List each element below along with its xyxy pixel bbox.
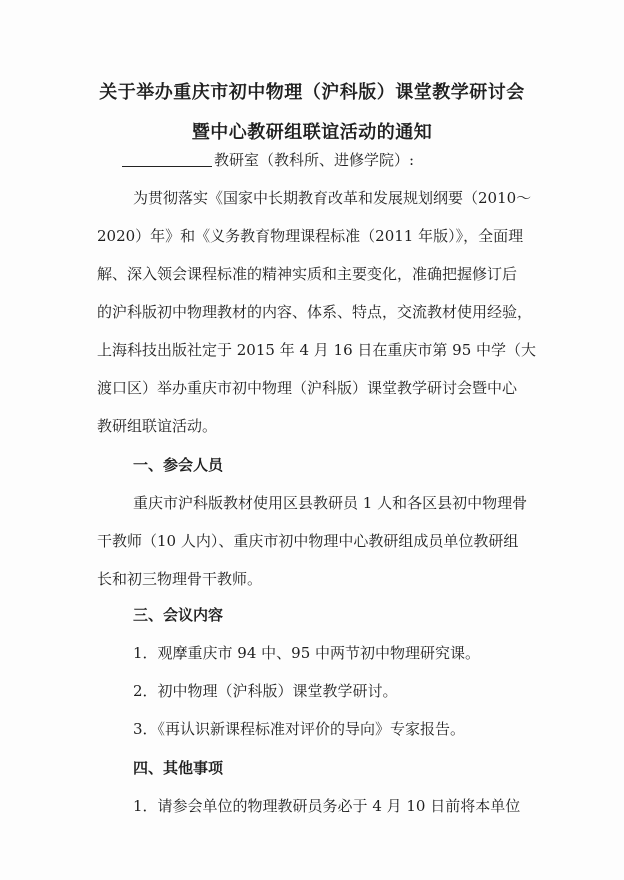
intro-line: 教研组联谊活动。: [97, 417, 218, 435]
intro-line: 的沪科版初中物理教材的内容、体系、特点，交流教材使用经验，: [97, 303, 533, 321]
intro-line: 为贯彻落实《国家中长期教育改革和发展规划纲要（2010～: [133, 189, 532, 207]
content-item: 1．观摩重庆市 94 中、95 中两节初中物理研究课。: [133, 644, 481, 662]
notice-title-line-1: 关于举办重庆市初中物理（沪科版）课堂教学研讨会: [99, 82, 525, 103]
participants-line: 干教师（10 人内）、重庆市初中物理中心教研组成员单位教研组: [97, 532, 519, 550]
addressee-text: 教研室（教科所、进修学院）:: [214, 151, 415, 169]
participants-line: 重庆市沪科版教材使用区县教研员 1 人和各区县初中物理骨: [133, 494, 528, 512]
other-item: 1．请参会单位的物理教研员务必于 4 月 10 日前将本单位: [133, 797, 521, 815]
intro-line: 渡口区）举办重庆市初中物理（沪科版）课堂教学研讨会暨中心: [97, 379, 518, 397]
content-item: 3．《再认识新课程标准对评价的导向》专家报告。: [133, 720, 466, 738]
section-heading-other: 四、其他事项: [133, 759, 224, 777]
content-item: 2．初中物理（沪科版）课堂教学研讨。: [133, 682, 398, 700]
intro-line: 解、深入领会课程标准的精神实质和主要变化，准确把握修订后: [97, 265, 518, 283]
addressee-blank: [122, 152, 212, 167]
section-heading-participants: 一、参会人员: [133, 456, 224, 474]
notice-title-line-2: 暨中心教研组联谊活动的通知: [191, 122, 433, 143]
participants-line: 长和初三物理骨干教师。: [97, 570, 263, 588]
section-heading-content: 三、会议内容: [133, 606, 224, 624]
intro-line: 上海科技出版社定于 2015 年 4 月 16 日在重庆市第 95 中学（大: [97, 341, 537, 359]
intro-line: 2020）年》和《义务教育物理课程标准（2011 年版）》，全面理: [97, 227, 524, 245]
addressee-line: [122, 150, 414, 170]
